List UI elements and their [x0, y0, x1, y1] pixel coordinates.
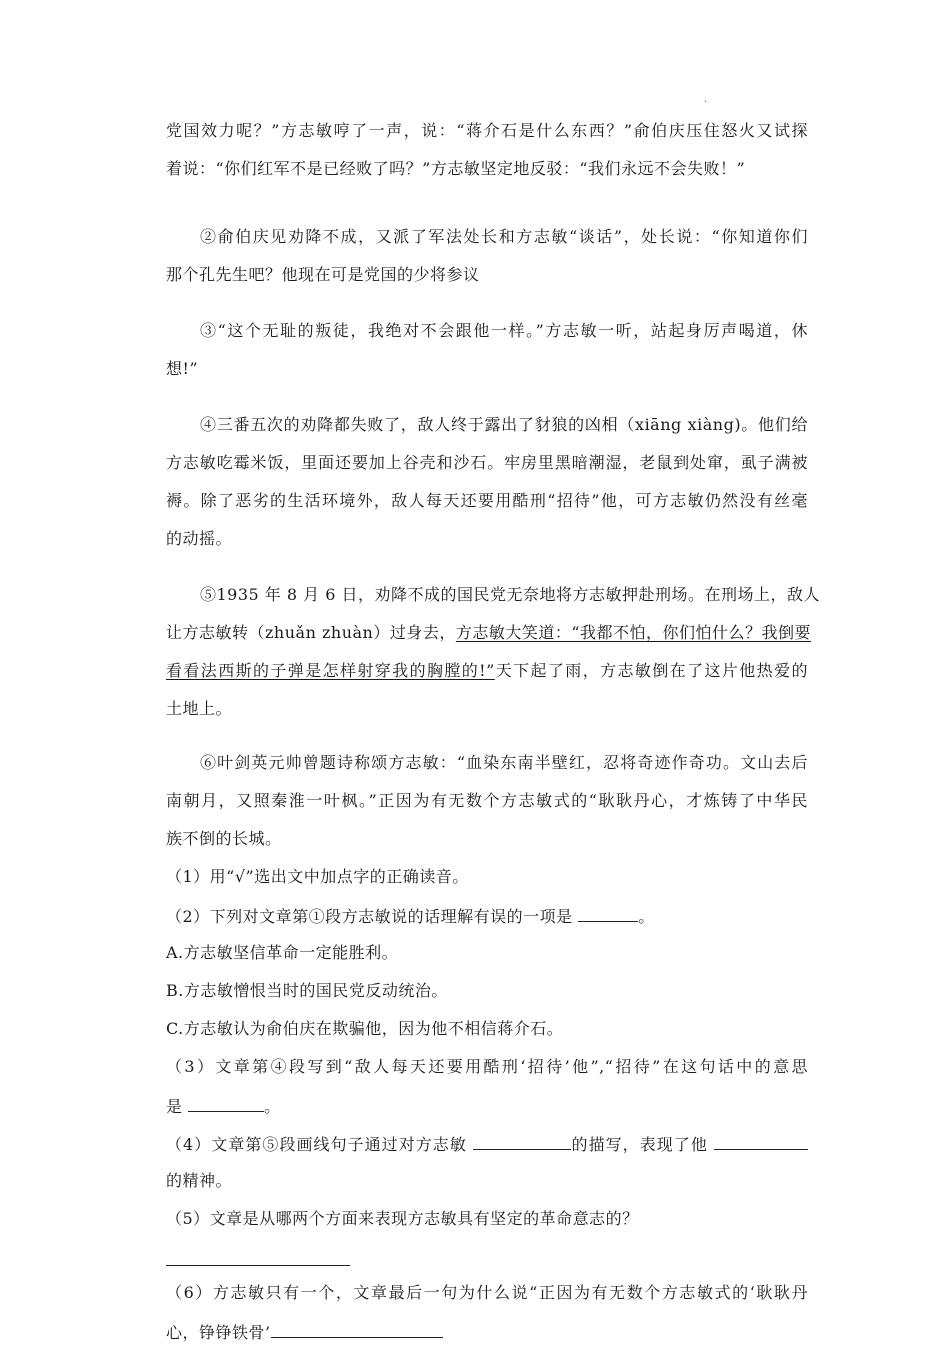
option-c: C.方志敏认为俞伯庆在欺骗他，因为他不相信蒋介石。 — [166, 1019, 564, 1038]
option-b: B.方志敏憎恨当时的国民党反动统治。 — [166, 981, 448, 1000]
question-text: 的描写，表现了他 — [571, 1135, 714, 1154]
passage-line: 土地上。 — [166, 699, 233, 718]
question-1: （1）用“√”选出文中加点字的正确读音。 — [166, 867, 469, 886]
passage-text: 天下起了雨，方志敏倒在了这片他热爱的 — [494, 661, 808, 680]
passage-line: 那个孔先生吧？他现在可是党国的少将参议 — [166, 265, 480, 284]
question-text: （2）下列对文章第①段方志敏说的话理解有误的一项是 — [166, 907, 579, 926]
question-4-line-2: 的精神。 — [166, 1171, 233, 1190]
passage-line: 着说：“你们红军不是已经败了吗？”方志敏坚定地反驳：“我们永远不会失败！” — [166, 159, 746, 178]
question-6-line-2 — [166, 1319, 443, 1343]
passage-line: ③“这个无耻的叛徒，我绝对不会跟他一样。”方志敏一听，站起身厉声喝道，休 — [200, 321, 808, 340]
answer-blank[interactable] — [578, 903, 638, 922]
passage-line: 的动摇。 — [166, 529, 233, 548]
question-text: 。 — [264, 1097, 281, 1116]
passage-line: 方志敏吃霉米饭，里面还要加上谷壳和沙石。牢房里黑暗潮湿，老鼠到处窜，虱子满被 — [166, 453, 808, 472]
passage-line: ⑥叶剑英元帅曾题诗称颂方志敏：“血染东南半壁红，忍将奇迹作奇功。文山去后 — [200, 753, 808, 772]
answer-blank[interactable] — [473, 1131, 571, 1150]
passage-line: ④三番五次的劝降都失败了，敌人终于露出了豺狼的凶相（xiāng xiàng)。他们给 — [200, 415, 808, 434]
passage-line: 族不倒的长城。 — [166, 829, 282, 848]
passage-line: ⑤1935 年 8 月 6 日，劝降不成的国民党无奈地将方志敏押赴刑场。在刑场上，敌人 — [200, 585, 821, 604]
question-2 — [166, 903, 655, 927]
answer-blank[interactable] — [714, 1131, 808, 1150]
question-text: 心，铮铮铁骨’ — [166, 1323, 271, 1342]
passage-line: 想!” — [166, 359, 199, 378]
passage-line: 南朝月，又照秦淮一叶枫。”正因为有无数个方志敏式的“耿耿丹心，才炼铸了中华民 — [166, 791, 808, 810]
question-3-line-2 — [166, 1093, 281, 1117]
question-6: （6）方志敏只有一个，文章最后一句为什么说“正因为有无数个方志敏式的‘耿耿丹 — [166, 1283, 808, 1302]
passage-line — [166, 621, 812, 645]
option-a: A.方志敏坚信革命一定能胜利。 — [166, 943, 399, 962]
question-text: 是 — [166, 1097, 189, 1116]
passage-line: ②俞伯庆见劝降不成，又派了军法处长和方志敏“谈话”，处长说：“你知道你们 — [200, 227, 808, 246]
passage-line: 党国效力呢？”方志敏哼了一声，说：“蒋介石是什么东西？”俞伯庆压住怒火又试探 — [166, 121, 808, 140]
underlined-sentence: 看看法西斯的子弹是怎样射穿我的胸膛的!” — [166, 661, 495, 680]
answer-blank[interactable] — [188, 1093, 264, 1112]
question-5: （5）文章是从哪两个方面来表现方志敏具有坚定的革命意志的？ — [166, 1209, 639, 1228]
answer-line[interactable] — [166, 1265, 350, 1266]
question-text: （4）文章第⑤段画线句子通过对方志敏 — [166, 1135, 474, 1154]
question-text: 。 — [638, 907, 655, 926]
passage-text: 让方志敏转（zhuǎn zhuàn）过身去， — [166, 623, 456, 642]
question-3: （3）文章第④段写到“敌人每天还要用酷刑‘招待’他”,“招待”在这句话中的意思 — [166, 1057, 808, 1076]
passage-line — [166, 659, 808, 683]
underlined-sentence: 方志敏大笑道：“我都不怕，你们怕什么？我倒要 — [455, 623, 812, 642]
passage-line: 褥。除了恶劣的生活环境外，敌人每天还要用酷刑“招待”他，可方志敏仍然没有丝毫 — [166, 491, 808, 510]
question-4 — [166, 1131, 808, 1155]
page-mark: . — [704, 94, 708, 105]
answer-blank[interactable] — [271, 1319, 443, 1338]
